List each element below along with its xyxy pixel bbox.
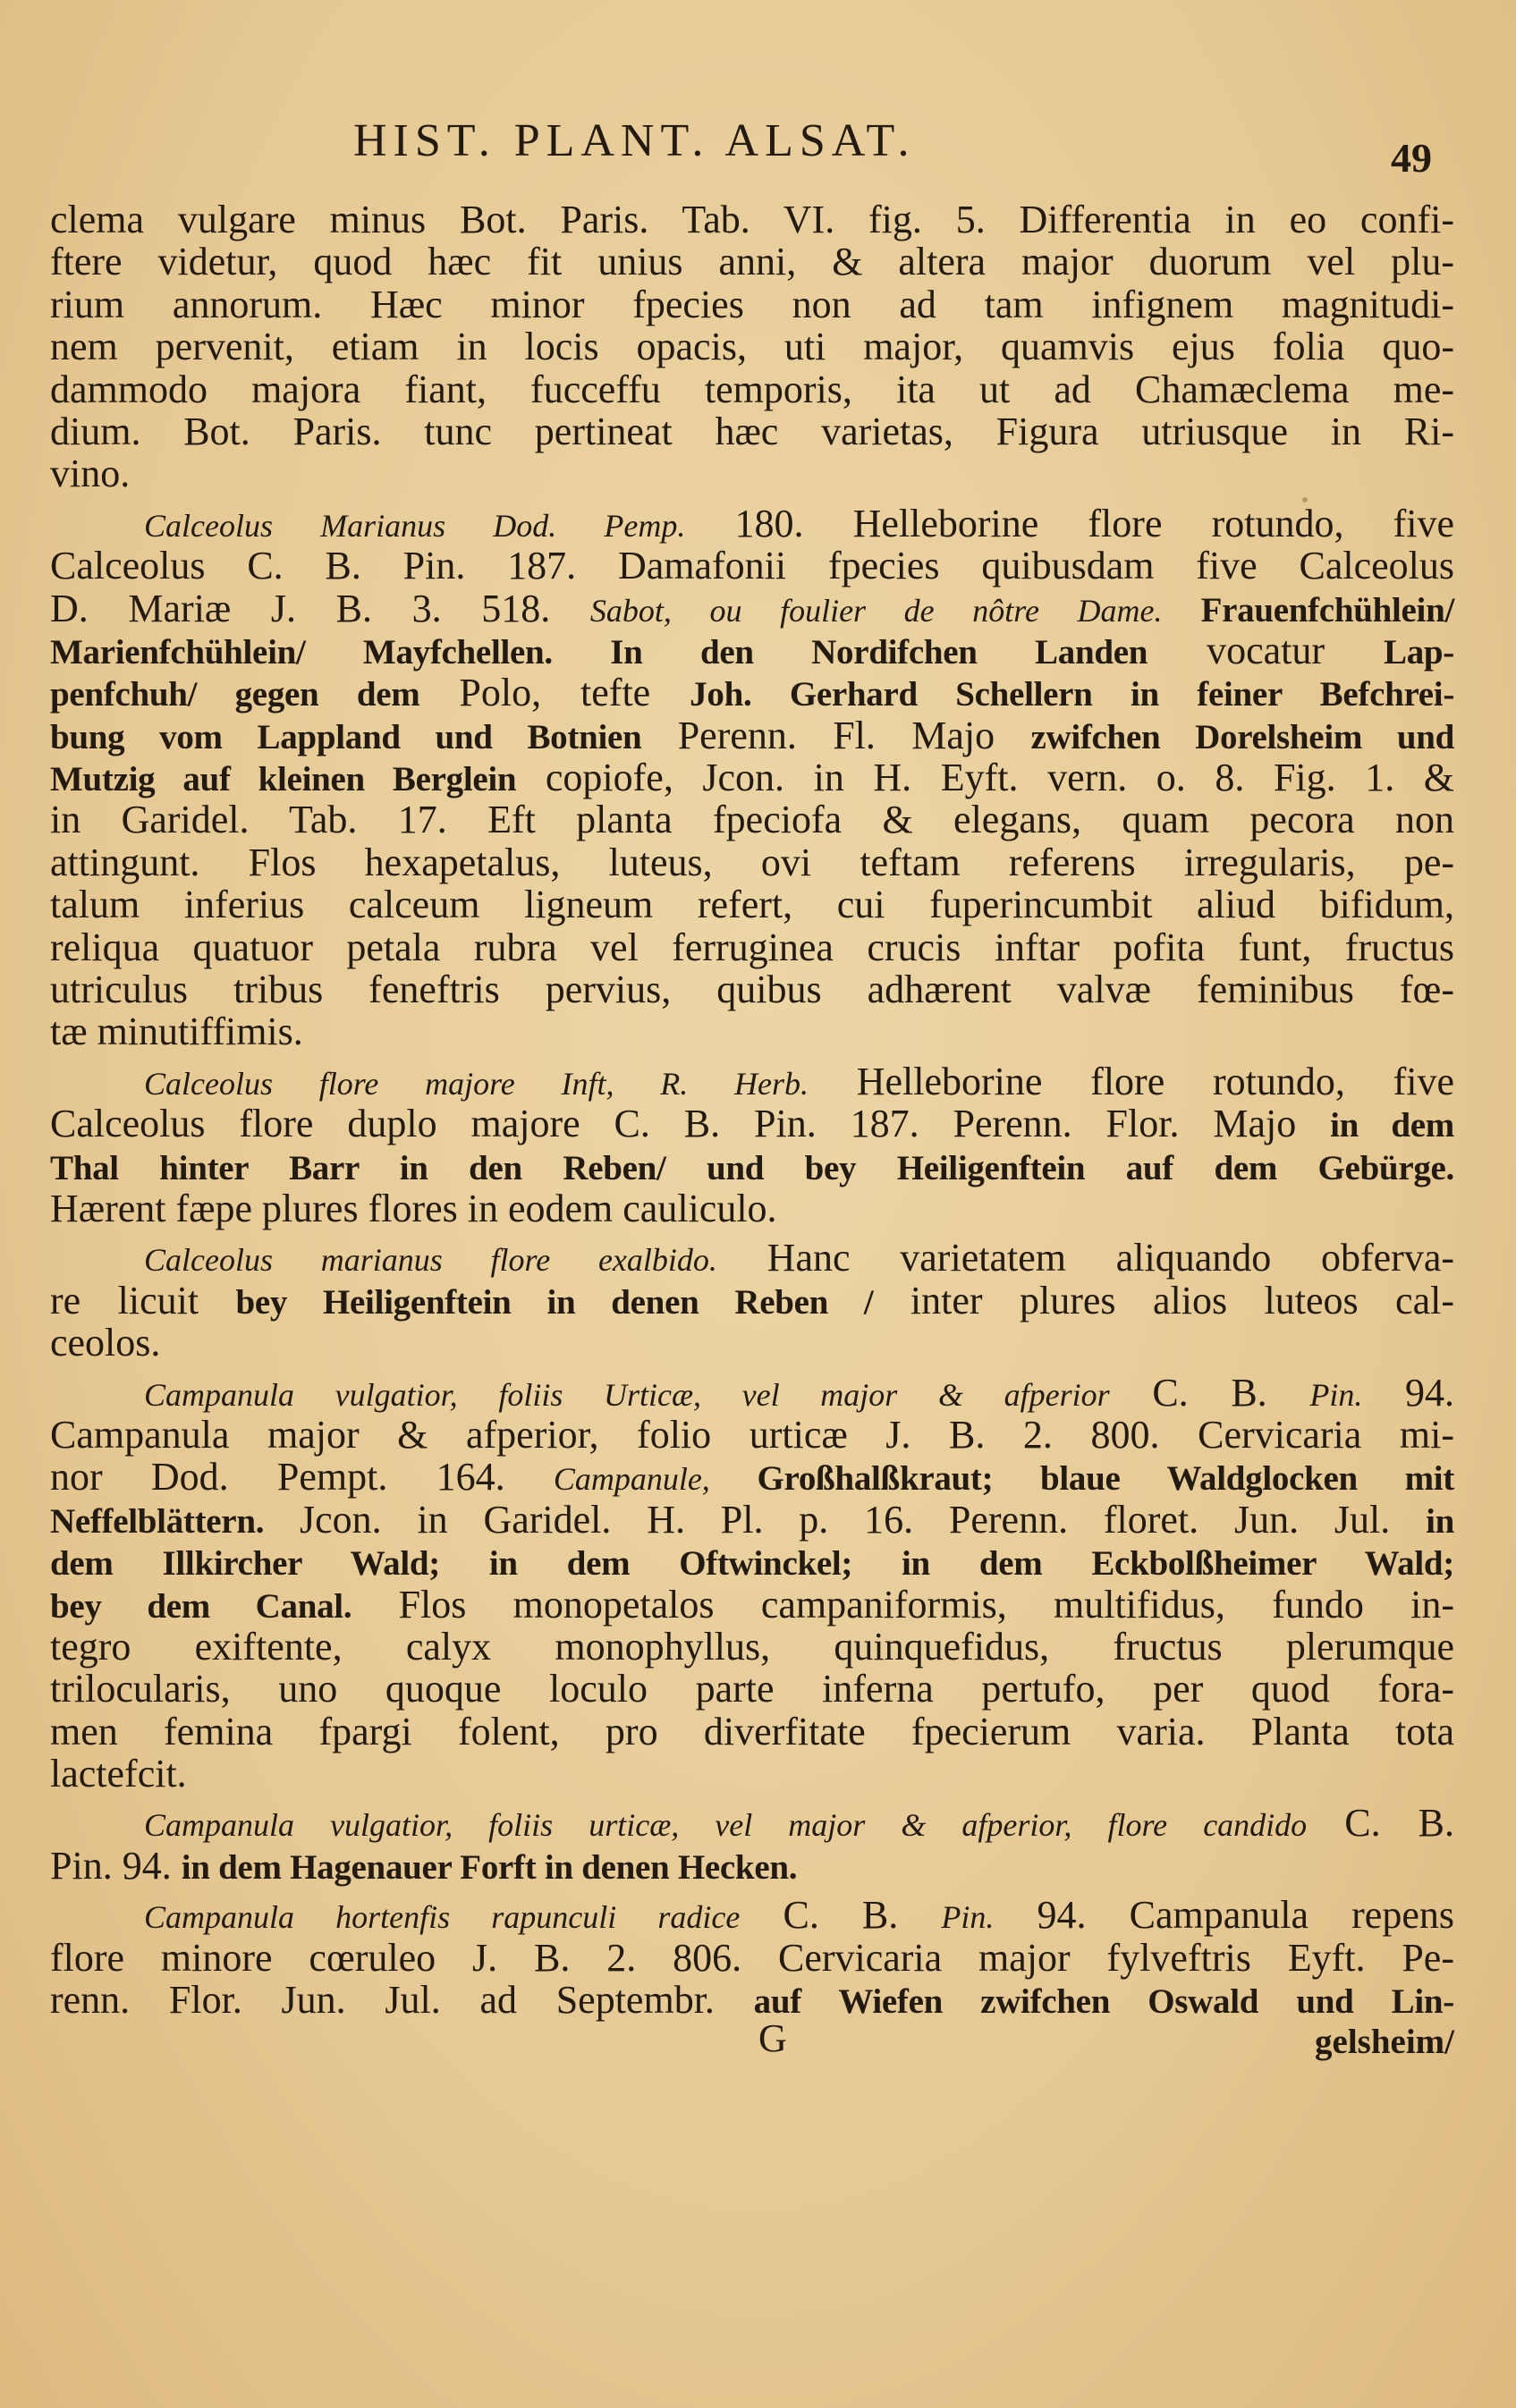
latin-text: talum inferius calceum ligneum refert, cui fuperincumbit aliud bifidum, [50, 883, 1454, 927]
latin-text: nem pervenit, etiam in locis opacis, uti major, quamvis ejus folia quo- [50, 325, 1454, 369]
german-text: Thal hinter Barr in den Reben/ und bey Heiligenftein auf dem Gebürge. [50, 1148, 1454, 1187]
german-text: dem Illkircher Wald; in dem Oftwinckel; in dem Eckbolßheimer Wald; [50, 1544, 1454, 1584]
text-line [50, 629, 1454, 672]
german-text: bey Heiligenftein in denen Reben / [235, 1282, 874, 1322]
latin-text: Hanc varietatem aliquando obferva- [716, 1236, 1455, 1280]
text-line [50, 1187, 1454, 1229]
italic-reference: Sabot, ou foulier de nôtre Dame. [589, 592, 1163, 629]
latin-text: reliqua quatuor petala rubra vel ferruginea crucis inftar pofita funt, fructus [50, 925, 1454, 969]
latin-text: Jcon. in Garidel. H. Pl. p. 16. Perenn. floret. Jun. Jul. [264, 1497, 1427, 1542]
latin-text: Campanula major & afperior, folio urticæ J. B. 2. 800. Cervicaria mi- [50, 1412, 1454, 1457]
german-text: zwifchen Dorelsheim und [1030, 717, 1454, 756]
latin-text: re licuit [50, 1278, 236, 1322]
text-line [50, 798, 1454, 841]
page-footer [50, 2016, 1454, 2063]
text-line [50, 1456, 1454, 1498]
text-line [50, 1711, 1454, 1753]
page-header [0, 114, 1516, 181]
text-line [50, 1845, 1454, 1887]
page-body [50, 199, 1454, 2064]
latin-text: C. B. [1307, 1801, 1454, 1846]
catchword: gelsheim/ [1315, 2023, 1454, 2062]
latin-text: C. B. [1109, 1370, 1310, 1415]
latin-text: D. Mariæ J. B. 3. 518. [50, 586, 590, 630]
text-line [50, 1541, 1454, 1583]
text-line [50, 199, 1454, 241]
latin-text: vino. [50, 452, 131, 496]
text-line [50, 756, 1454, 798]
text-line [50, 1584, 1454, 1626]
text-line [50, 1753, 1454, 1795]
latin-text: rium annorum. Hæc minor fpecies non ad tam infignem magnitudi- [50, 282, 1454, 326]
latin-text: 180. Helleborine flore rotundo, five [685, 501, 1454, 545]
latin-text: Calceolus C. B. Pin. 187. Damafonii fpecies quibusdam five Calceolus [50, 544, 1454, 588]
text-line [50, 1372, 1454, 1414]
text-line [50, 325, 1454, 368]
latin-text: ftere videtur, quod hæc fit unius anni, & altera major duorum vel plu- [50, 240, 1454, 284]
latin-text: Calceolus flore duplo majore C. B. Pin. 187. Perenn. Flor. Majo [50, 1102, 1331, 1146]
text-line [50, 368, 1454, 410]
latin-text: lactefcit. [50, 1752, 187, 1796]
german-text: penfchuh/ gegen dem [50, 675, 420, 714]
latin-text: 94. [1362, 1370, 1455, 1415]
text-line [50, 926, 1454, 968]
latin-text: Perenn. Fl. Majo [641, 713, 1031, 757]
text-line [50, 1010, 1454, 1052]
latin-text: Hærent fæpe plures flores in eodem cauliculo. [50, 1186, 777, 1230]
text-line [50, 968, 1454, 1010]
latin-text: inter plures alios luteos cal- [873, 1278, 1454, 1322]
text-line [50, 1802, 1454, 1844]
italic-reference: Pin. [941, 1899, 995, 1936]
latin-text: in Garidel. Tab. 17. Eft planta fpeciofa & elegans, quam pecora non [50, 798, 1454, 842]
german-text: Mutzig auf kleinen Berglein [50, 760, 517, 799]
text-line [50, 1414, 1454, 1456]
text-line [50, 452, 1454, 494]
german-text: Lap- [1384, 632, 1454, 672]
text-line [50, 1894, 1454, 1936]
latin-text: clema vulgare minus Bot. Paris. Tab. VI. fig. 5. Differentia in eo confi- [50, 198, 1454, 241]
german-text: in dem Hagenauer Forft in denen Hecken. [181, 1847, 798, 1887]
signature-mark: G [758, 2016, 787, 2061]
text-line [50, 883, 1454, 925]
german-text: in [1426, 1501, 1454, 1541]
italic-reference: Campanula vulgatior, foliis urticæ, vel major & afperior, flore candido [144, 1807, 1308, 1844]
text-line [50, 672, 1454, 714]
latin-text: tegro exiftente, calyx monophyllus, quinquefidus, fructus plerumque [50, 1624, 1454, 1669]
text-line [50, 841, 1454, 883]
latin-text: utriculus tribus feneftris pervius, quibus adhærent valvæ feminibus fœ- [50, 967, 1454, 1012]
text-line [50, 714, 1454, 756]
italic-reference: Campanule, [553, 1461, 710, 1498]
text-line [50, 1937, 1454, 1979]
latin-text: tæ minutiffimis. [50, 1010, 303, 1054]
latin-text: C. B. [740, 1893, 942, 1938]
text-line [50, 503, 1454, 545]
latin-text: flore minore cœruleo J. B. 2. 806. Cervicaria major fylveftris Eyft. Pe- [50, 1935, 1454, 1980]
latin-text: trilocularis, uno quoque loculo parte inferna pertufo, per quod fora- [50, 1667, 1454, 1711]
latin-text: Pin. 94. [50, 1843, 182, 1888]
latin-text: vocatur [1148, 628, 1384, 672]
text-line [50, 1979, 1454, 2021]
latin-text: attingunt. Flos hexapetalus, luteus, ovi teftam referens irregularis, pe- [50, 840, 1454, 884]
text-line [50, 1280, 1454, 1322]
latin-text: 94. Campanula repens [994, 1893, 1454, 1938]
italic-reference: Pin. [1309, 1376, 1363, 1413]
latin-text: Helleborine flore rotundo, five [808, 1059, 1454, 1103]
german-text: Joh. Gerhard Schellern in feiner Befchrei- [690, 675, 1455, 714]
latin-text: men femina fpargi folent, pro diverfitate fpecierum varia. Planta tota [50, 1709, 1454, 1753]
german-text: Marienfchühlein/ Mayfchellen. In den Nordifchen Landen [50, 632, 1148, 672]
text-line [50, 1626, 1454, 1668]
german-text: bey dem Canal. [50, 1586, 352, 1626]
italic-reference: Calceolus Marianus Dod. Pemp. [144, 507, 686, 544]
italic-reference: Calceolus marianus flore exalbido. [144, 1242, 717, 1279]
page-number: 49 [1391, 135, 1432, 181]
running-title: HIST. PLANT. ALSAT. [353, 115, 916, 166]
latin-text: Polo, tefte [419, 671, 690, 715]
latin-text: copiofe, Jcon. in H. Eyft. vern. o. 8. Fig. 1. & [516, 756, 1454, 800]
italic-reference: Calceolus flore majore Inft, R. Herb. [144, 1065, 809, 1102]
latin-text: dammodo majora fiant, fucceffu temporis, ita ut ad Chamæclema me- [50, 367, 1454, 411]
text-line [50, 545, 1454, 587]
text-line [50, 1237, 1454, 1279]
text-line [50, 410, 1454, 452]
latin-text: renn. Flor. Jun. Jul. ad Septembr. [50, 1978, 754, 2023]
latin-text: nor Dod. Pempt. 164. [50, 1455, 554, 1500]
text-line [50, 241, 1454, 283]
german-text: in dem [1330, 1106, 1454, 1145]
latin-text: Flos monopetalos campaniformis, multifidus, fundo in- [351, 1582, 1454, 1626]
text-line [50, 1060, 1454, 1103]
text-line [50, 1103, 1454, 1145]
german-text: Neffelblättern. [50, 1501, 265, 1541]
text-line [50, 587, 1454, 629]
latin-text: ceolos. [50, 1321, 161, 1365]
german-text: bung vom Lappland und Botnien [50, 717, 642, 756]
text-line [50, 1668, 1454, 1710]
italic-reference: Campanula hortenfis rapunculi radice [144, 1899, 741, 1936]
text-line [50, 1145, 1454, 1187]
german-text: Frauenfchühlein/ [1162, 590, 1454, 629]
text-line [50, 1499, 1454, 1541]
german-text: auf Wiefen zwifchen Oswald und Lin- [753, 1982, 1454, 2022]
italic-reference: Campanula vulgatior, foliis Urticæ, vel major & afperior [144, 1376, 1110, 1413]
text-line [50, 283, 1454, 325]
text-line [50, 1322, 1454, 1364]
german-text: Großhalßkraut; blaue Waldglocken mit [709, 1459, 1454, 1499]
latin-text: dium. Bot. Paris. tunc pertineat hæc varietas, Figura utriusque in Ri- [50, 409, 1454, 453]
